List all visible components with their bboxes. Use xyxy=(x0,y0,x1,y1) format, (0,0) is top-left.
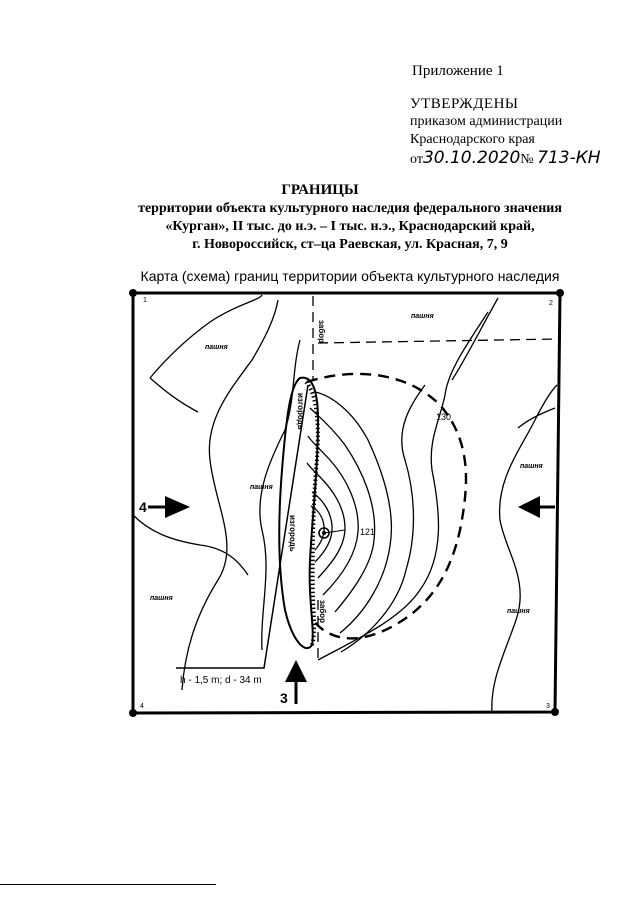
contour-lines xyxy=(133,295,557,712)
appendix-label: Приложение 1 xyxy=(412,63,504,79)
number-sign: № xyxy=(520,152,534,167)
corner-label-2: 2 xyxy=(549,300,553,307)
field-label-4: пашня xyxy=(520,463,543,470)
elevation-label-130: 130 xyxy=(436,412,452,422)
approved-heading: УТВЕРЖДЕНЫ xyxy=(410,96,519,112)
fence-lines xyxy=(313,296,558,660)
subtitle-line-3: г. Новороссийск, ст–ца Раевская, ул. Красная, 7, 9 xyxy=(192,237,508,252)
view-arrow-west xyxy=(518,496,555,518)
field-label-1: пашня xyxy=(205,344,228,351)
corner-point-2 xyxy=(556,289,564,297)
footnote-rule xyxy=(0,884,216,885)
peak-leader xyxy=(324,530,345,533)
arrow-label-3: 3 xyxy=(280,690,288,706)
corner-label-1: 1 xyxy=(143,297,147,304)
region-line: Краснодарского края xyxy=(410,132,535,147)
order-line: приказом администрации xyxy=(410,114,563,129)
corner-point-1 xyxy=(129,289,137,297)
hedge-label-lower: изгородь xyxy=(288,515,297,552)
handwritten-number: 713-КН xyxy=(537,148,601,168)
subtitle-line-1: территории объекта культурного наследия федерального значения xyxy=(138,201,562,216)
from-prefix: от xyxy=(410,152,423,167)
dimension-note: h - 1,5 m; d - 34 m xyxy=(180,675,262,686)
mound-hatching xyxy=(306,382,318,645)
corner-point-3 xyxy=(551,708,559,716)
subtitle-line-2: «Курган», II тыс. до н.э. – I тыс. н.э., Краснодарский край, xyxy=(165,219,535,234)
map-caption: Карта (схема) границ территории объекта культурного наследия xyxy=(140,268,560,284)
fence-label-top: забор xyxy=(317,320,326,344)
field-label-5: пашня xyxy=(150,595,173,602)
arrow-label-4: 4 xyxy=(139,499,147,515)
map-frame xyxy=(133,293,560,713)
fence-label-bottom: забор xyxy=(318,600,327,624)
view-arrow-4 xyxy=(139,496,190,518)
field-label-6: пашня xyxy=(507,608,530,615)
elevation-label-121: 121 xyxy=(360,527,376,537)
document-title: ГРАНИЦЫ xyxy=(281,182,359,198)
corner-label-3: 3 xyxy=(546,703,550,710)
corner-point-4 xyxy=(129,709,137,717)
view-arrow-3 xyxy=(280,660,307,706)
corner-label-4: 4 xyxy=(140,703,144,710)
handwritten-date: 30.10.2020 xyxy=(422,148,521,168)
hedge-label-upper: изгородь xyxy=(296,393,305,430)
field-label-2: пашня xyxy=(411,313,434,320)
field-label-3: пашня xyxy=(250,484,273,491)
